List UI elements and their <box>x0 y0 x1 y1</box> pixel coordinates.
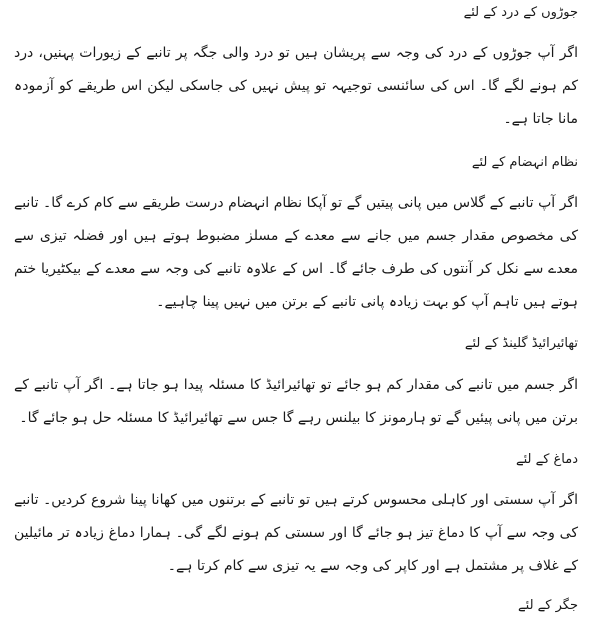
section-heading-joint-pain: جوڑوں کے درد کے لئے <box>463 5 578 20</box>
section-heading-thyroid: تھائیرائیڈ گلینڈ کے لئے <box>464 336 578 351</box>
section-body-digestion: اگر آپ تانبے کے گلاس میں پانی پیتیں گے تو آپکا نظام انہضام درست طریقے سے کام کرے گا۔ تانبے کی مخصوص مقدار جسم میں جانے سے معدے کے مسلز مضبوط ہوتے ہیں اور فضلہ تیزی سے معدے سے نکل کر آنتوں کی طرف جائے گا۔ اس کے علاوہ تانبے کی وجہ سے معدے کے بیکٹیریا ختم ہوتے ہیں تاہم آپ کو بہت زیادہ پانی تانبے کے برتن میں نہیں پینا چاہیے۔ <box>14 195 578 310</box>
section-body-thyroid: اگر جسم میں تانبے کی مقدار کم ہو جائے تو تھائیرائیڈ کا مسئلہ پیدا ہو جاتا ہے۔ اگر آپ تانبے کے برتن میں پانی پیئیں گے تو ہارمونز کا بیلنس رہے گا جس سے تھائیرائیڈ کا مسئلہ حل ہو جائے گا۔ <box>14 377 578 426</box>
section-body-brain: اگر آپ سستی اور کاہلی محسوس کرتے ہیں تو تانبے کے برتنوں میں کھانا پینا شروع کردیں۔ تانبے کی وجہ سے آپ کا دماغ تیز ہو جائے گا اور سستی کم ہونے لگے گی۔ ہمارا دماغ زیادہ تر مائیلین کے غلاف پر مشتمل ہے اور کاپر کی وجہ سے یہ تیزی سے کام کرتا ہے۔ <box>14 492 578 574</box>
section-heading-digestion: نظام انہضام کے لئے <box>471 155 578 170</box>
section-heading-brain: دماغ کے لئے <box>515 452 578 467</box>
section-body-joint-pain: اگر آپ جوڑوں کے درد کی وجہ سے پریشان ہیں تو درد والی جگہ پر تانبے کے زیورات پہنیں، درد کم ہونے لگے گا۔ اس کی سائنسی توجیہہ تو پیش نہیں کی جاسکی لیکن اس طریقے کو آزمودہ مانا جاتا ہے۔ <box>14 45 578 127</box>
section-heading-liver: جگر کے لئے <box>518 598 578 613</box>
